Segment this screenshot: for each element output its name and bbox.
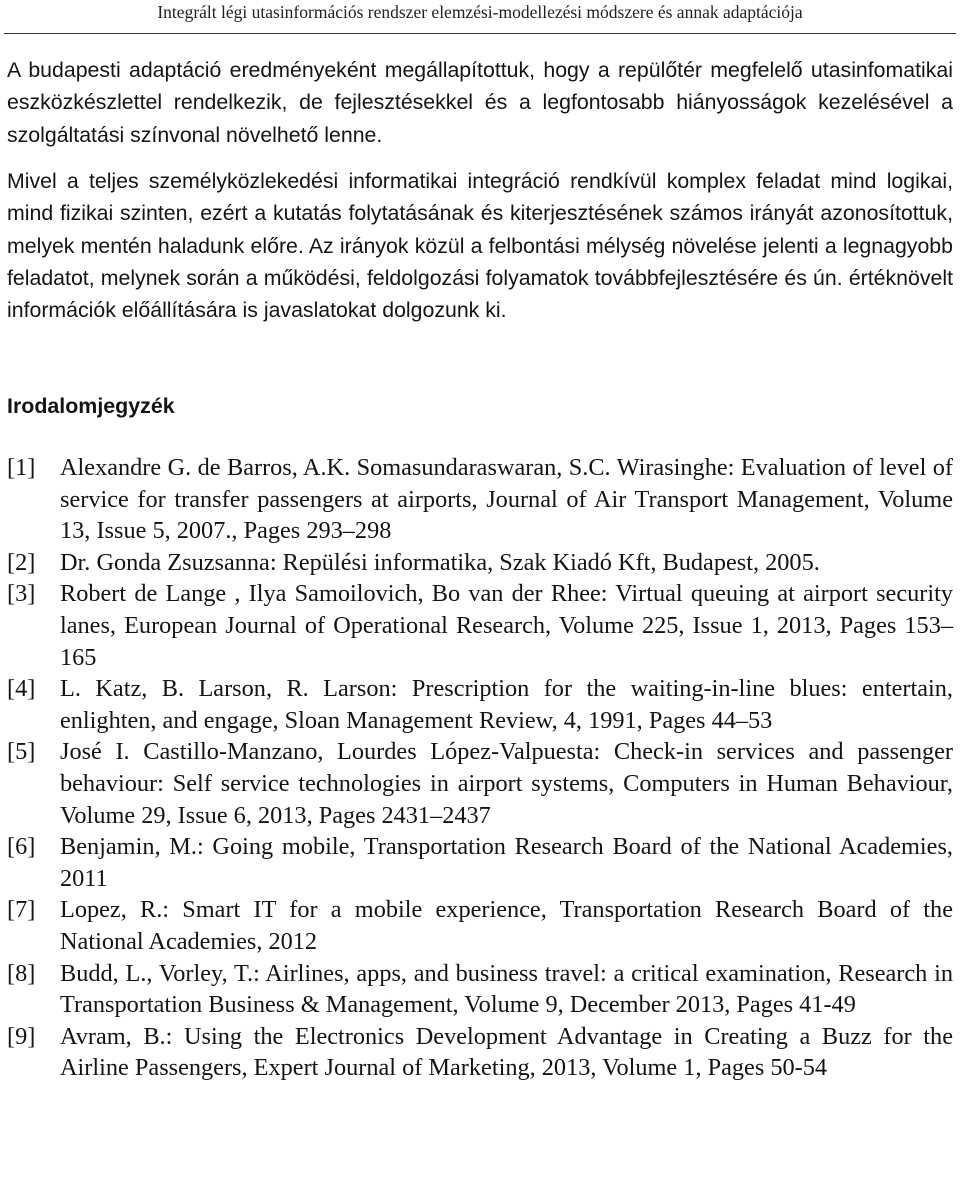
running-header: Integrált légi utasinformációs rendszer elemzési-modellezési módszere és annak adaptációja [157, 2, 803, 22]
reference-text: L. Katz, B. Larson, R. Larson: Prescription for the waiting-in-line blues: entertain, enlighten, and engage, Sloan Management Review, 4, 1991, Pages 44–53 [60, 675, 953, 734]
reference-text: Budd, L., Vorley, T.: Airlines, apps, and business travel: a critical examination, Research in Transportation Business & Management, Volume 9, December 2013, Pages 41-49 [60, 959, 953, 1019]
reference-number: [2] [7, 548, 36, 576]
reference-number: [6] [7, 833, 36, 861]
reference-item [7, 452, 953, 547]
reference-number: [9] [7, 1022, 36, 1050]
reference-item [7, 673, 953, 736]
paragraph-future-work: Mivel a teljes személyközlekedési informatikai integráció rendkívül komplex feladat mind logikai, mind fizikai szinten, ezért a kutatás folytatásának és kiterjesztésének számos irányát azonosítottuk, melyek mentén haladunk előre. Az irányok közül a felbontási mélység növelése jelenti a legnagyobb feladatot, melynek során a működési, feldolgozási folyamatok továbbfejlesztésére és ún. értéknövelt információk előállítására is javaslatokat dolgozunk ki. [7, 169, 953, 323]
reference-text: Avram, B.: Using the Electronics Development Advantage in Creating a Buzz for the Airline Passengers, Expert Journal of Marketing, 2013, Volume 1, Pages 50-54 [60, 1022, 953, 1082]
reference-number: [8] [7, 959, 36, 987]
reference-number: [7] [7, 896, 36, 924]
reference-number: [4] [7, 675, 36, 703]
reference-number: [1] [7, 454, 36, 481]
reference-item [7, 547, 953, 579]
reference-item [7, 831, 953, 894]
reference-text: Lopez, R.: Smart IT for a mobile experience, Transportation Research Board of the National Academies, 2012 [60, 896, 953, 955]
header-rule [4, 33, 956, 34]
reference-item [7, 958, 953, 1021]
reference-item [7, 578, 953, 673]
reference-number: [5] [7, 738, 36, 766]
reference-text: Benjamin, M.: Going mobile, Transportation Research Board of the National Academies, 2011 [60, 833, 953, 892]
reference-text: Dr. Gonda Zsuzsanna: Repülési informatika, Szak Kiadó Kft, Budapest, 2005. [60, 548, 820, 576]
reference-item [7, 1021, 953, 1084]
paragraph-conclusion: A budapesti adaptáció eredményeként megállapítottuk, hogy a repülőtér megfelelő utasinfomatikai eszközkészlettel rendelkezik, de fejlesztésekkel és a legfontosabb hiányosságok kezelésével a szolgáltatási színvonal növelhető lenne. [7, 58, 953, 147]
reference-text: José I. Castillo-Manzano, Lourdes López-Valpuesta: Check-in services and passenger behaviour: Self service technologies in airport systems, Computers in Human Behaviour, Volume 29, Issue 6, 2013, Pages 2431–2437 [60, 738, 953, 829]
reference-text: Robert de Lange , Ilya Samoilovich, Bo van der Rhee: Virtual queuing at airport security lanes, European Journal of Operational Research, Volume 225, Issue 1, 2013, Pages 153–165 [60, 580, 953, 671]
references-heading: Irodalomjegyzék [7, 394, 175, 418]
reference-item [7, 736, 953, 831]
reference-list [7, 452, 953, 1084]
reference-text: Alexandre G. de Barros, A.K. Somasundaraswaran, S.C. Wirasinghe: Evaluation of level of service for transfer passengers at airports, Journal of Air Transport Management, Volume 13, Issue 5, 2007., Pages 293–298 [60, 454, 953, 545]
reference-number: [3] [7, 580, 36, 608]
reference-item [7, 894, 953, 957]
